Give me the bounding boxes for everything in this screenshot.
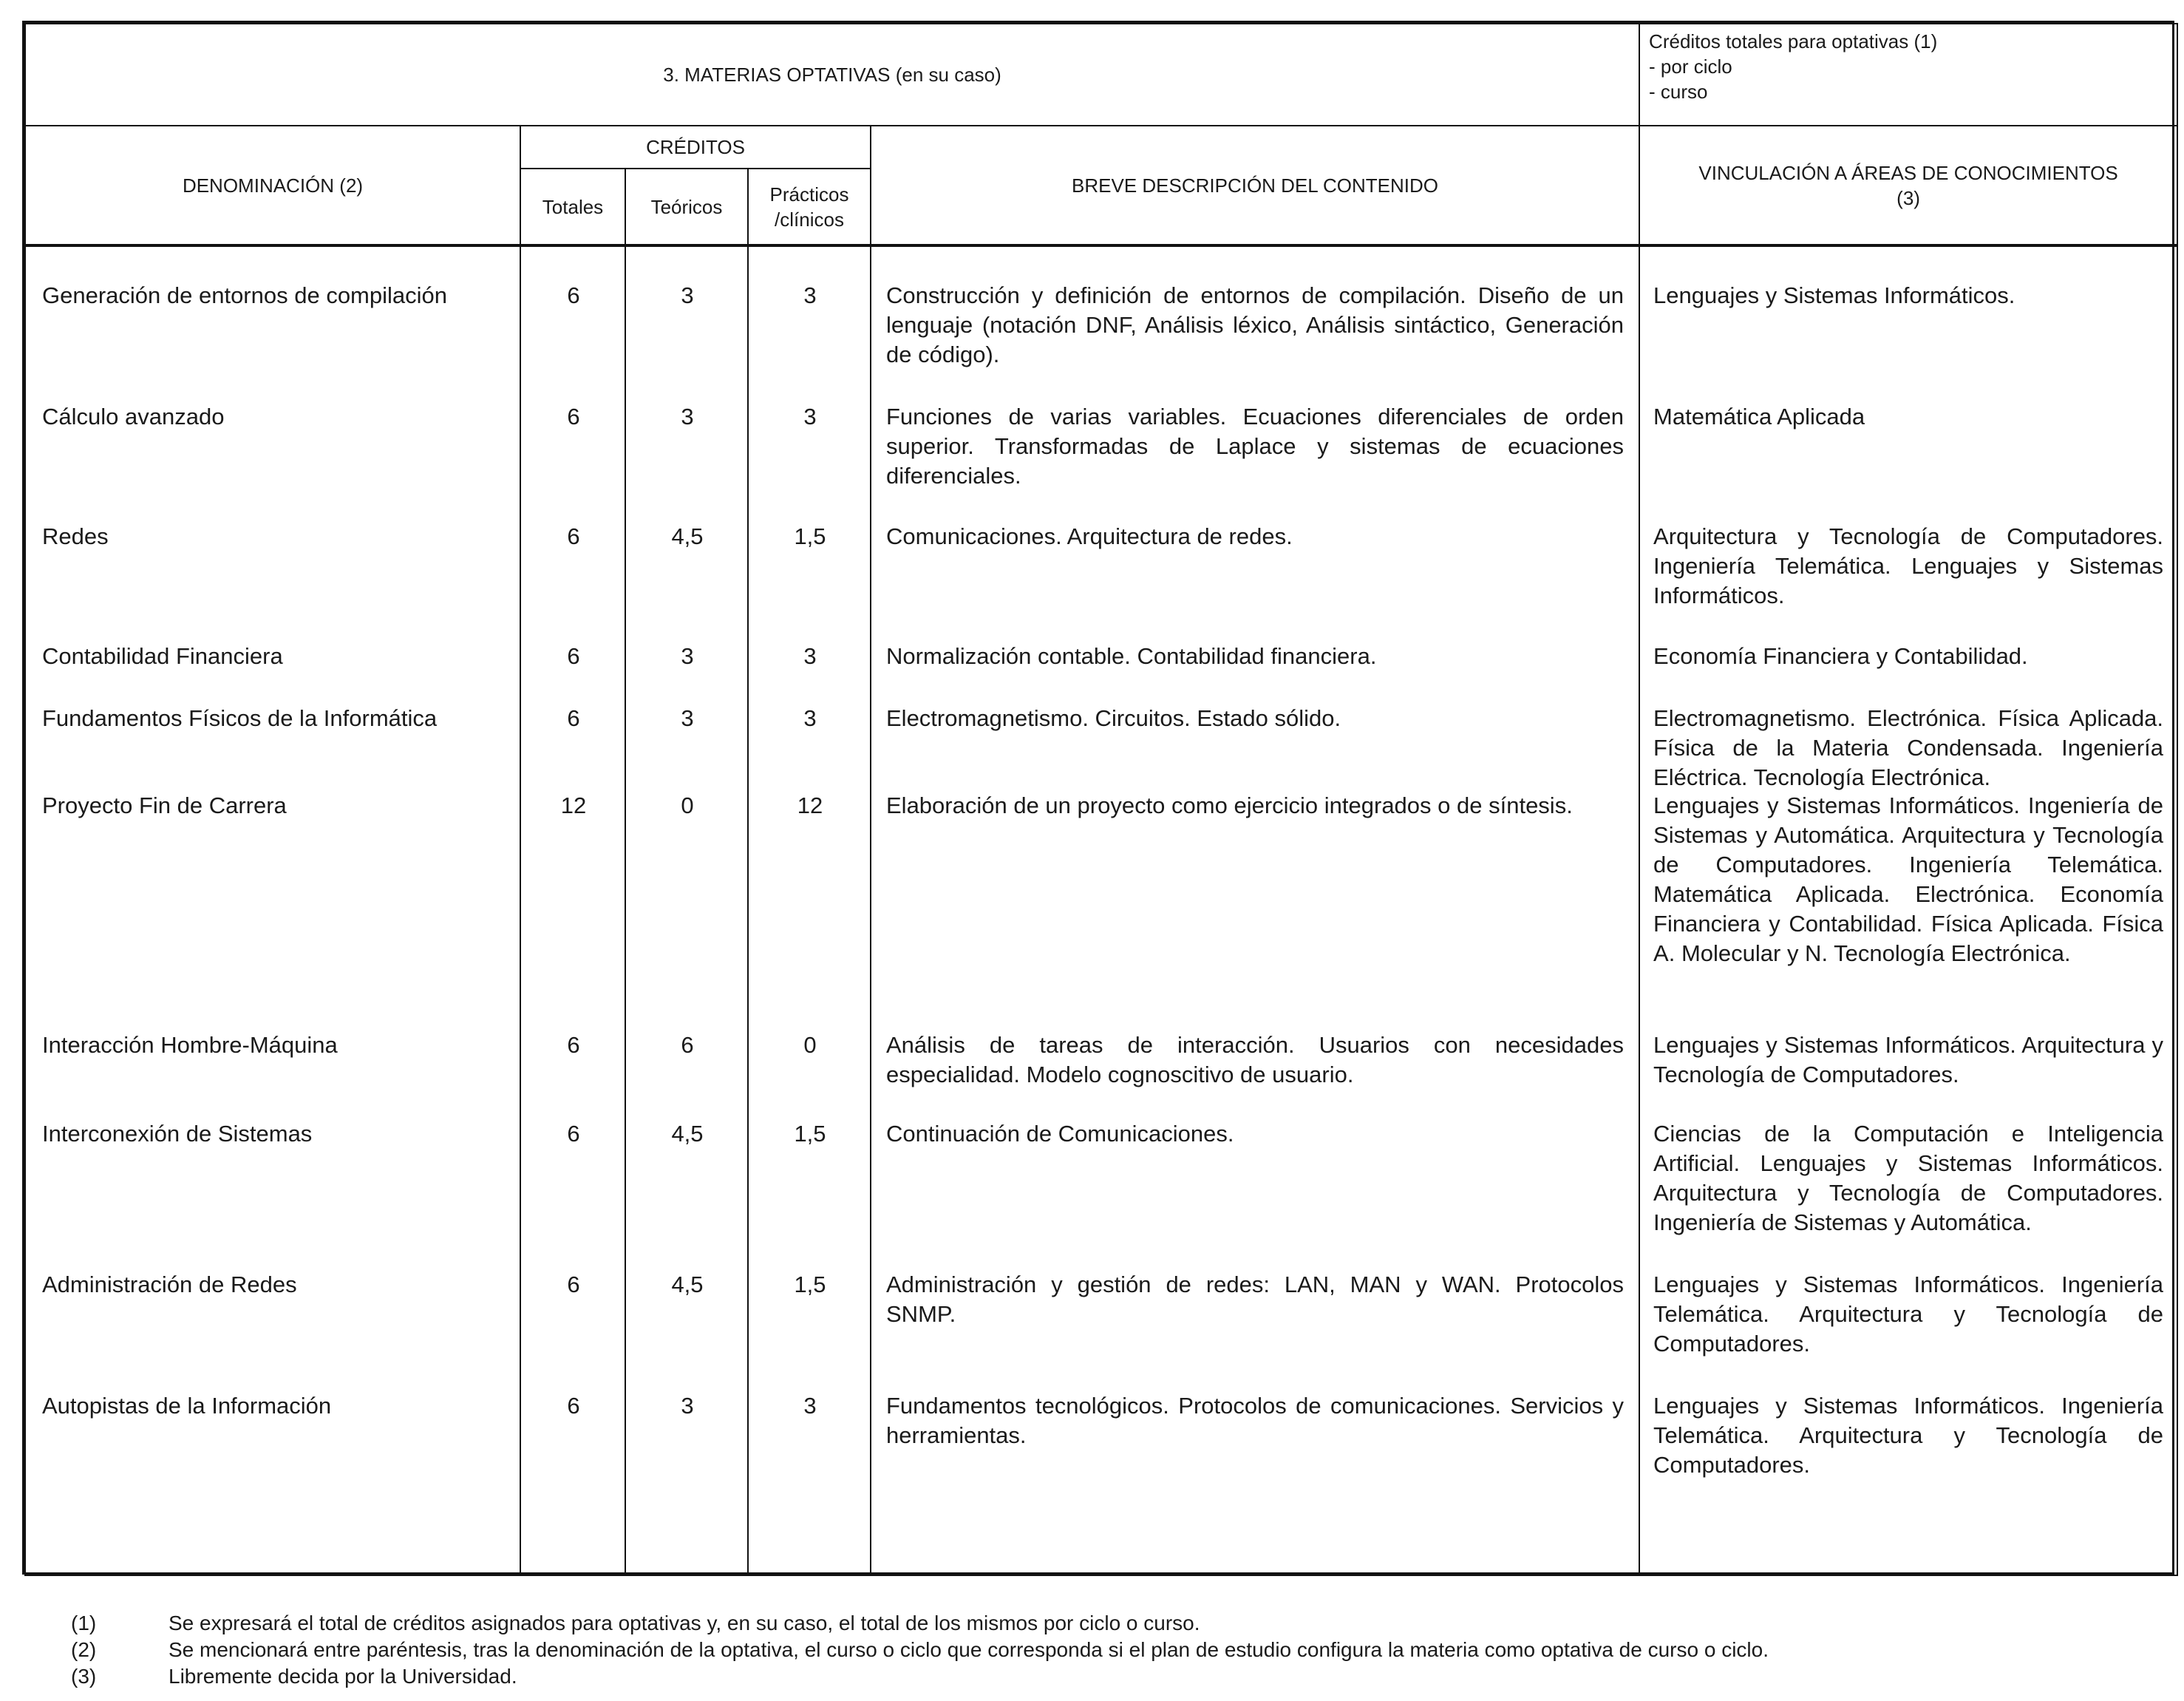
credits-totales: 6 [567,1032,580,1058]
col-header-denominacion: DENOMINACIÓN (2) [25,126,520,245]
section-title: 3. MATERIAS OPTATIVAS (en su caso) [25,24,1639,126]
knowledge-areas: Lenguajes y Sistemas Informáticos. Arquitectura y Tecnología de Computadores. [1653,1032,2164,1087]
footnote-text: Libremente decida por la Universidad. [169,1665,517,1688]
content-description: Fundamentos tecnológicos. Protocolos de comunicaciones. Servicios y herramientas. [886,1393,1624,1448]
col-header-creditos: CRÉDITOS [520,126,871,169]
credits-practicos: 3 [803,1393,817,1419]
col-header-practicos-line: /clínicos [775,208,844,231]
credits-totales: 6 [567,523,580,549]
knowledge-areas: Lenguajes y Sistemas Informáticos. Ingeniería Telemática. Arquitectura y Tecnología de Computadores. [1653,1393,2164,1478]
credits-teoricos: 3 [681,404,694,430]
col-header-teoricos: Teóricos [625,169,748,245]
subject-name: Fundamentos Físicos de la Informática [42,705,438,731]
knowledge-areas: Electromagnetismo. Electrónica. Física Aplicada. Física de la Materia Condensada. Ingeniería Eléctrica. Tecnología Electrónica. [1653,705,2164,790]
credits-note-line: - por ciclo [1649,55,1732,78]
credits-teoricos: 6 [681,1032,694,1058]
credits-teoricos: 0 [681,792,694,818]
footnote-number: (1) [71,1612,97,1634]
credits-note-line: - curso [1649,81,1708,103]
credits-totales: 6 [567,1121,580,1147]
subject-name: Proyecto Fin de Carrera [42,792,287,818]
credits-totales: 6 [567,404,580,430]
content-description: Normalización contable. Contabilidad financiera. [886,643,1377,669]
subject-name: Cálculo avanzado [42,404,225,430]
credits-teoricos: 3 [681,705,694,731]
knowledge-areas: Economía Financiera y Contabilidad. [1653,643,2028,669]
content-description: Elaboración de un proyecto como ejercicio integrados o de síntesis. [886,792,1573,818]
credits-practicos: 3 [803,705,817,731]
footnote-number: (3) [71,1665,97,1688]
subject-name: Autopistas de la Información [42,1393,332,1419]
column-practicos [748,245,871,1575]
credits-teoricos: 3 [681,282,694,308]
column-descripcion [871,245,1639,1575]
credits-totales: 6 [567,705,580,731]
subject-name: Redes [42,523,109,549]
footnote-text: Se expresará el total de créditos asignados para optativas y, en su caso, el total de los mismos por ciclo o curso. [169,1612,1200,1634]
credits-teoricos: 4,5 [671,523,704,549]
knowledge-areas: Matemática Aplicada [1653,404,1865,430]
credits-practicos: 1,5 [794,523,826,549]
credits-teoricos: 4,5 [671,1121,704,1147]
content-description: Continuación de Comunicaciones. [886,1121,1234,1147]
optativas-table-frame [22,21,2174,1575]
content-description: Análisis de tareas de interacción. Usuarios con necesidades especialidad. Modelo cognoscitivo de usuario. [886,1032,1624,1087]
subject-name: Contabilidad Financiera [42,643,283,669]
content-description: Administración y gestión de redes: LAN, MAN y WAN. Protocolos SNMP. [886,1271,1624,1327]
column-totales [520,245,625,1575]
subject-name: Generación de entornos de compilación [42,282,448,308]
optativas-table [24,23,2178,1576]
knowledge-areas: Arquitectura y Tecnología de Computadores. Ingeniería Telemática. Lenguajes y Sistemas Informáticos. [1653,523,2164,608]
credits-practicos: 3 [803,404,817,430]
column-teoricos [625,245,748,1575]
col-header-practicos-line: Prácticos [769,183,849,206]
subject-name: Administración de Redes [42,1271,297,1297]
content-description: Construcción y definición de entornos de compilación. Diseño de un lenguaje (notación DNF, Análisis léxico, Análisis sintáctico, Generación de código). [886,282,1624,367]
col-header-practicos [748,169,871,245]
col-header-descripcion: BREVE DESCRIPCIÓN DEL CONTENIDO [871,126,1639,245]
col-header-vinculacion-line: (3) [1896,186,1920,209]
column-denominacion [25,245,520,1575]
footnote-number: (2) [71,1638,97,1661]
col-header-vinculacion [1639,126,2177,245]
col-header-vinculacion-line: VINCULACIÓN A ÁREAS DE CONOCIMIENTOS [1698,161,2118,184]
content-description: Funciones de varias variables. Ecuaciones diferenciales de orden superior. Transformadas de Laplace y sistemas de ecuaciones diferenciales. [886,404,1624,489]
footnote-text: Se mencionará entre paréntesis, tras la denominación de la optativa, el curso o ciclo que corresponda si el plan de estudio configura la materia como optativa de curso o ciclo. [169,1638,1769,1661]
credits-totales: 6 [567,643,580,669]
credits-practicos: 3 [803,282,817,308]
content-description: Electromagnetismo. Circuitos. Estado sólido. [886,705,1341,731]
col-header-totales: Totales [520,169,625,245]
credits-practicos: 3 [803,643,817,669]
credits-note [1639,24,2177,126]
credits-note-line: Créditos totales para optativas (1) [1649,30,1938,52]
knowledge-areas: Ciencias de la Computación e Inteligencia Artificial. Lenguajes y Sistemas Informáticos. Arquitectura y Tecnología de Computadores. Ingeniería de Sistemas y Automática. [1653,1121,2164,1235]
footnotes [71,1610,1769,1690]
knowledge-areas: Lenguajes y Sistemas Informáticos. Ingeniería Telemática. Arquitectura y Tecnología de Computadores. [1653,1271,2164,1357]
subject-name: Interconexión de Sistemas [42,1121,313,1147]
knowledge-areas: Lenguajes y Sistemas Informáticos. Ingeniería de Sistemas y Automática. Arquitectura y Tecnología de Computadores. Ingeniería Telemática. Matemática Aplicada. Electrónica. Economía Financiera y Contabilidad. Física Aplicada. Física A. Molecular y N. Tecnología Electrónica. [1653,792,2164,966]
subject-name: Interacción Hombre-Máquina [42,1032,338,1058]
footnote [71,1637,1769,1663]
credits-practicos: 12 [797,792,823,818]
credits-teoricos: 3 [681,1393,694,1419]
content-description: Comunicaciones. Arquitectura de redes. [886,523,1293,549]
credits-totales: 6 [567,1393,580,1419]
knowledge-areas: Lenguajes y Sistemas Informáticos. [1653,282,2015,308]
footnote [71,1610,1769,1637]
credits-practicos: 0 [803,1032,817,1058]
footnote [71,1663,1769,1690]
credits-totales: 6 [567,1271,580,1297]
credits-teoricos: 3 [681,643,694,669]
column-vinculacion [1639,245,2177,1575]
credits-practicos: 1,5 [794,1121,826,1147]
credits-practicos: 1,5 [794,1271,826,1297]
credits-teoricos: 4,5 [671,1271,704,1297]
credits-totales: 6 [567,282,580,308]
credits-totales: 12 [560,792,587,818]
